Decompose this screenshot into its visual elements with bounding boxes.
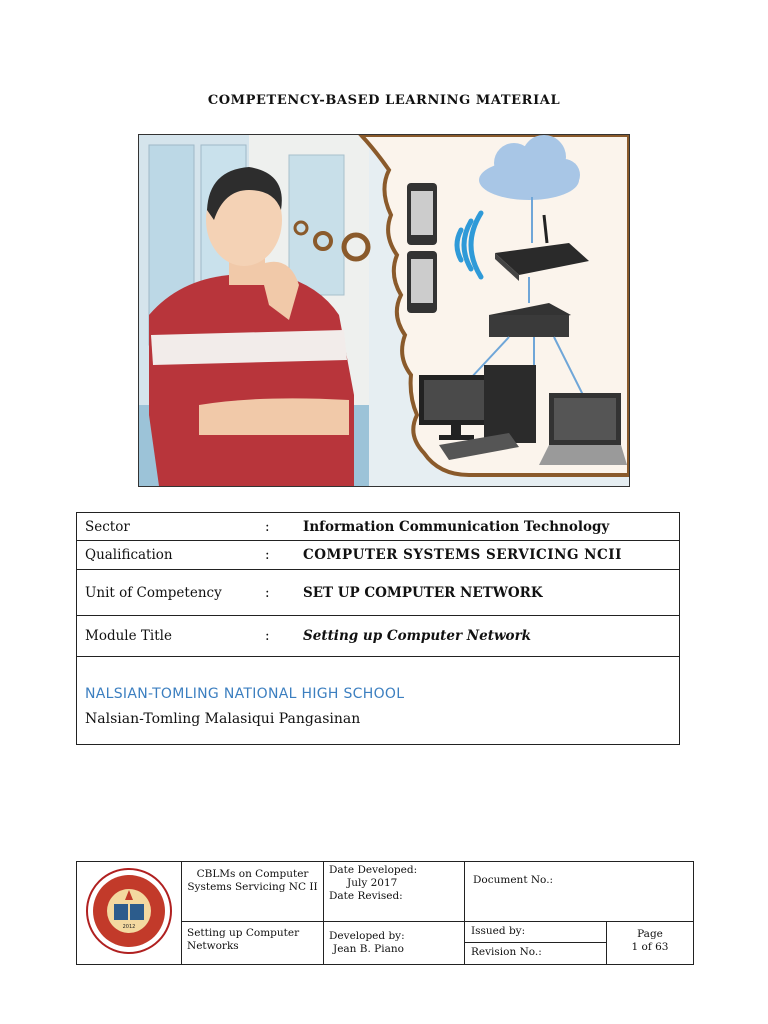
info-separator: : [257,541,295,570]
developer-cell [324,921,465,964]
info-row-module-title [77,616,680,657]
revision-no-label: Revision No.: [471,945,542,958]
module-name-top: CBLMs on Computer Systems Servicing NC II [182,862,324,922]
document-footer [76,861,694,965]
module-name-bottom: Setting up Computer Networks [182,921,324,964]
info-label: Qualification [77,541,258,570]
school-logo-cell [77,862,182,965]
date-cell [324,862,465,922]
info-label: Module Title [77,616,258,657]
info-value: COMPUTER SYSTEMS SERVICING NCII [295,541,680,570]
page-label: Page [637,927,663,940]
date-revised-label: Date Revised: [329,890,403,902]
developed-by-label: Developed by: [329,929,405,942]
info-separator: : [257,570,295,616]
info-label: Sector [77,513,258,541]
school-row [77,657,680,745]
info-separator: : [257,513,295,541]
info-value: Setting up Computer Network [295,616,680,657]
info-value: SET UP COMPUTER NETWORK [295,570,680,616]
date-developed-value: July 2017 [347,877,398,889]
issued-revision-cell [465,921,607,964]
info-separator: : [257,616,295,657]
module-info-table [76,512,680,745]
school-name: NALSIAN-TOMLING NATIONAL HIGH SCHOOL [85,686,405,702]
info-row-sector [77,513,680,541]
date-developed-label: Date Developed: [329,864,418,876]
issued-by-label: Issued by: [465,922,606,943]
info-row-unit-of-competency [77,570,680,616]
info-row-qualification [77,541,680,570]
info-label: Unit of Competency [77,570,258,616]
school-seal-logo [86,864,172,958]
school-address: Nalsian-Tomling Malasiqui Pangasinan [85,711,361,727]
info-value: Information Communication Technology [295,513,680,541]
document-no-label: Document No.: [465,862,694,922]
svg-text:2012: 2012 [122,924,136,930]
cover-illustration [138,134,630,487]
developed-by-value: Jean B. Piano [333,942,404,955]
laptop-icon [539,393,627,465]
document-title: COMPETENCY-BASED LEARNING MATERIAL [207,93,561,108]
page-number: 1 of 63 [631,940,669,953]
page-cell [607,921,694,964]
